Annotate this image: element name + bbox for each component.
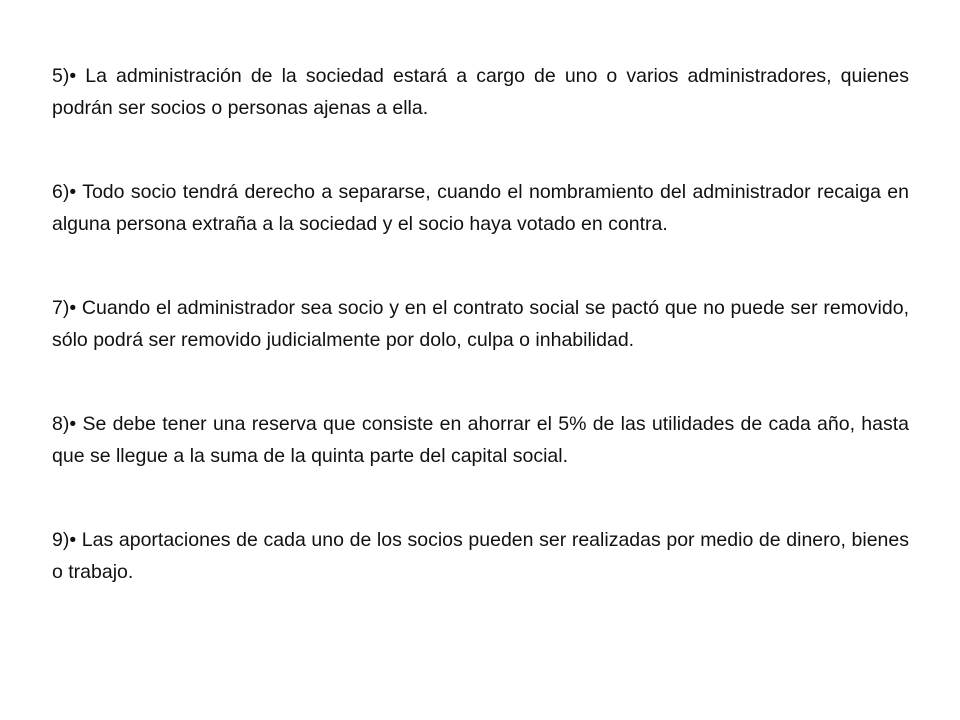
paragraph-item-5: 5)• La administración de la sociedad estará a cargo de uno o varios administradores, quienes podrán ser socios o personas ajenas a ella.	[52, 65, 909, 119]
paragraph-item-9: 9)• Las aportaciones de cada uno de los socios pueden ser realizadas por medio de dinero, bienes o trabajo.	[52, 529, 909, 583]
paragraph-item-8: 8)• Se debe tener una reserva que consiste en ahorrar el 5% de las utilidades de cada año, hasta que se llegue a la suma de la quinta parte del capital social.	[52, 413, 909, 467]
paragraph-item-7: 7)• Cuando el administrador sea socio y en el contrato social se pactó que no puede ser removido, sólo podrá ser removido judicialmente por dolo, culpa o inhabilidad.	[52, 297, 909, 351]
slide-content	[52, 60, 909, 588]
paragraph-item-6: 6)• Todo socio tendrá derecho a separarse, cuando el nombramiento del administrador recaiga en alguna persona extraña a la sociedad y el socio haya votado en contra.	[52, 181, 909, 235]
